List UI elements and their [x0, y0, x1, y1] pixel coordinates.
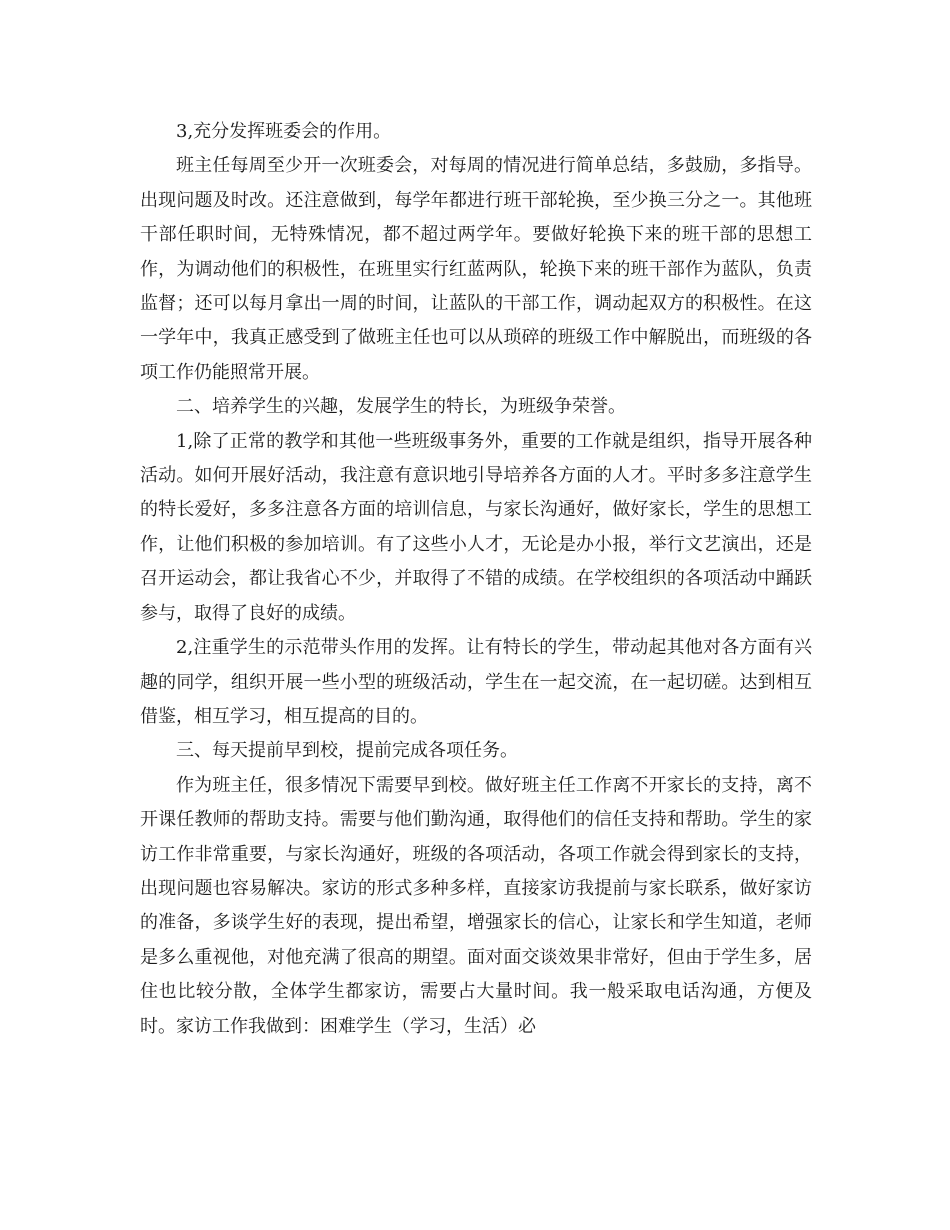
document-body: [140, 115, 812, 1044]
paragraph-1: 3,充分发挥班委会的作用。: [176, 121, 392, 142]
paragraph-2: 班主任每周至少开一次班委会，对每周的情况进行简单总结，多鼓励，多指导。出现问题及时改。还注意做到，每学年都进行班干部轮换，至少换三分之一。其他班干部任职时间，无特殊情况，都不超过两学年。要做好轮换下来的班干部的思想工作，为调动他们的积极性，在班里实行红蓝两队，轮换下来的班干部作为蓝队，负责监督；还可以每月拿出一周的时间，让蓝队的干部工作，调动起双方的积极性。在这一学年中，我真正感受到了做班主任也可以从琐碎的班级工作中解脱出，而班级的各项工作仍能照常开展。: [140, 155, 812, 383]
paragraph-4: 2,注重学生的示范带头作用的发挥。让有特长的学生，带动起其他对各方面有兴趣的同学，组织开展一些小型的班级活动，学生在一起交流，在一起切磋。达到相互借鉴，相互学习，相互提高的目的。: [140, 637, 812, 727]
paragraph-3: 1,除了正常的教学和其他一些班级事务外，重要的工作就是组织，指导开展各种活动。如何开展好活动，我注意有意识地引导培养各方面的人才。平时多多注意学生的特长爱好，多多注意各方面的培训信息，与家长沟通好，做好家长，学生的思想工作，让他们积极的参加培训。有了这些小人才，无论是办小报，举行文艺演出，还是召开运动会，都让我省心不少，并取得了不错的成绩。在学校组织的各项活动中踊跃参与，取得了良好的成绩。: [140, 430, 812, 624]
section-heading-3: 三、每天提前早到校，提前完成各项任务。: [176, 740, 518, 762]
section-heading-2: 二、培养学生的兴趣，发展学生的特长，为班级争荣誉。: [176, 396, 626, 418]
paragraph-5: 作为班主任，很多情况下需要早到校。做好班主任工作离不开家长的支持，离不开课任教师的帮助支持。需要与他们勤沟通，取得他们的信任支持和帮助。学生的家访工作非常重要，与家长沟通好，班级的各项活动，各项工作就会得到家长的支持，出现问题也容易解决。家访的形式多种多样，直接家访我提前与家长联系，做好家访的准备，多谈学生好的表现，提出希望，增强家长的信心，让家长和学生知道，老师是多么重视他，对他充满了很高的期望。面对面交谈效果非常好，但由于学生多，居住也比较分散，全体学生都家访，需要占大量时间。我一般采取电话沟通，方便及时。家访工作我做到：困难学生（学习，生活）必: [140, 774, 812, 1037]
